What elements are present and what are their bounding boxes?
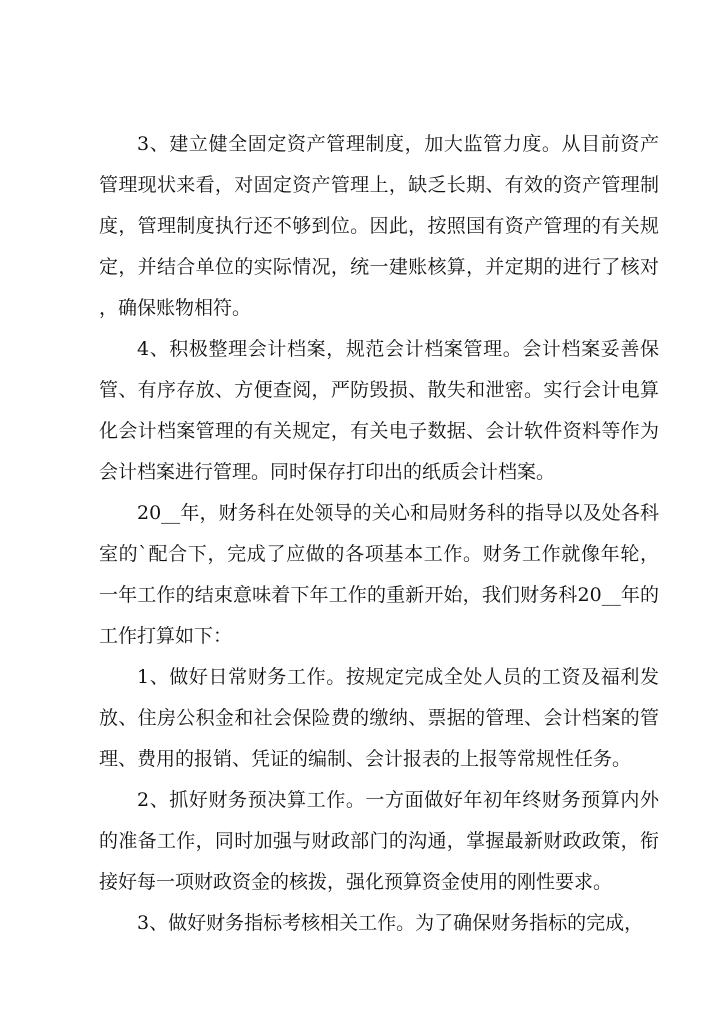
paragraph-annual-summary: 20__年，财务科在处领导的关心和局财务科的指导以及处各科室的`配合下，完成了应做的各项基本工作。财务工作就像年轮，一年工作的结束意味着下年工作的重新开始，我们财务科20__年的工作打算如下： xyxy=(99,502,659,647)
paragraph-daily-finance: 1、做好日常财务工作。按规定完成全处人员的工资及福利发放、住房公积金和社会保险费的缴纳、票据的管理、会计档案的管理、费用的报销、凭证的编制、会计报表的上报等常规性任务。 xyxy=(99,666,659,770)
paragraph-budget-work: 2、抓好财务预决算工作。一方面做好年初年终财务预算内外的准备工作，同时加强与财政部门的沟通，掌握最新财政政策，衔接好每一项财政资金的核拨，强化预算资金使用的刚性要求。 xyxy=(99,789,659,893)
document-body xyxy=(99,124,659,944)
paragraph-fixed-assets: 3、建立健全固定资产管理制度，加大监管力度。从目前资产管理现状来看，对固定资产管理上，缺乏长期、有效的资产管理制度，管理制度执行还不够到位。因此，按照国有资产管理的有关规定，并结合单位的实际情况，统一建账核算，并定期的进行了核对，确保账物相符。 xyxy=(99,133,659,319)
paragraph-indicator-assessment: 3、做好财务指标考核相关工作。为了确保财务指标的完成， xyxy=(137,912,644,934)
paragraph-accounting-archives: 4、积极整理会计档案，规范会计档案管理。会计档案妥善保管、有序存放、方便查阅，严防毁损、散失和泄密。实行会计电算化会计档案管理的有关规定，有关电子数据、会计软件资料等作为会计档案进行管理。同时保存打印出的纸质会计档案。 xyxy=(99,338,659,483)
